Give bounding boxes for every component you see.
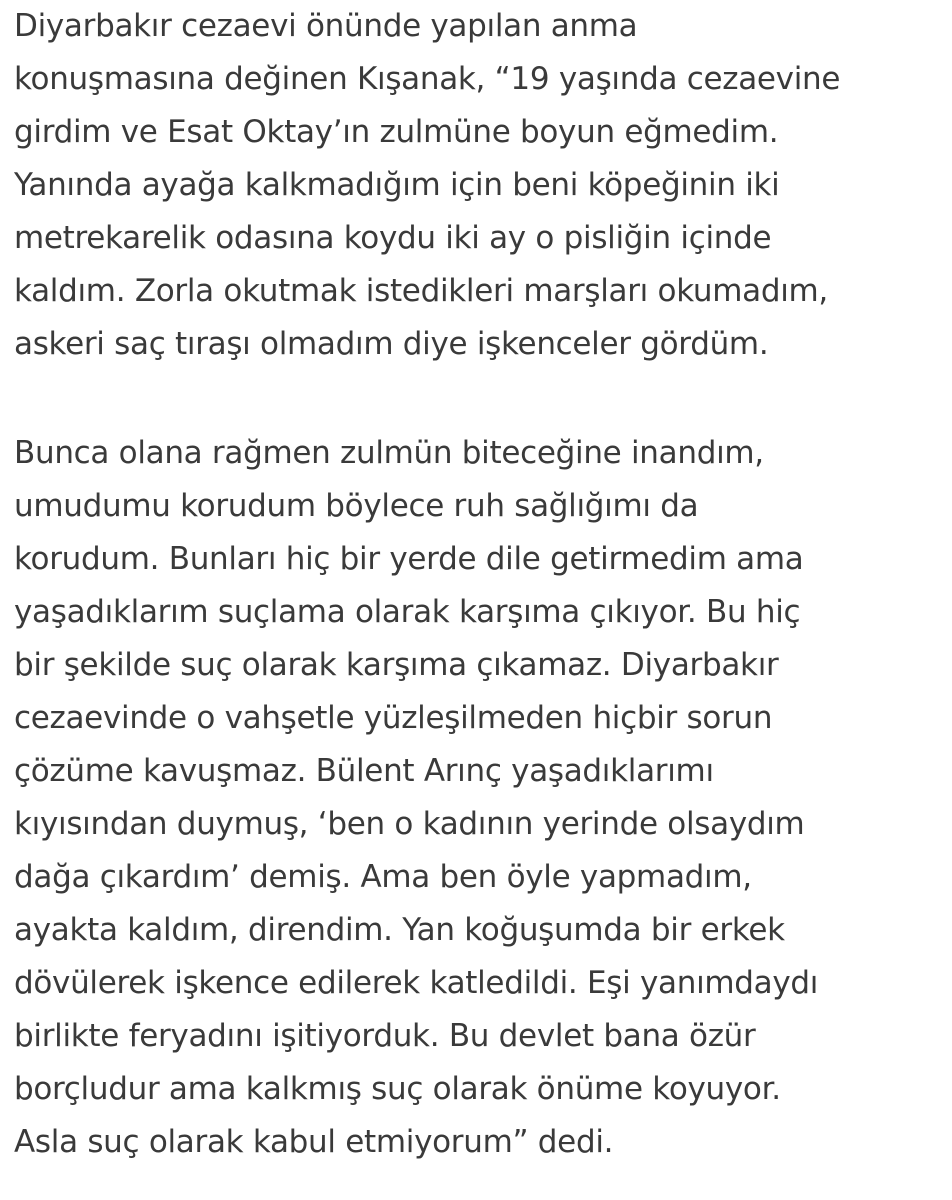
- text-line: Yanında ayağa kalkmadığım için beni köpeğinin iki: [14, 167, 780, 203]
- text-line: kıyısından duymuş, ‘ben o kadının yerinde olsaydım: [14, 806, 805, 842]
- text-line: borçludur ama kalkmış suç olarak önüme koyuyor.: [14, 1071, 781, 1107]
- text-line: birlikte feryadını işitiyorduk. Bu devlet bana özür: [14, 1018, 756, 1054]
- text-line: korudum. Bunları hiç bir yerde dile getirmedim ama: [14, 541, 804, 577]
- text-line: askeri saç tıraşı olmadım diye işkenceler gördüm.: [14, 326, 769, 362]
- text-line: dövülerek işkence edilerek katledildi. Eşi yanımdaydı: [14, 965, 819, 1001]
- paragraph-spacer: [14, 371, 944, 427]
- text-line: cezaevinde o vahşetle yüzleşilmeden hiçbir sorun: [14, 700, 773, 736]
- paragraph-1: [14, 0, 944, 371]
- text-line: bir şekilde suç olarak karşıma çıkamaz. Diyarbakır: [14, 647, 779, 683]
- text-line: umudumu korudum böylece ruh sağlığımı da: [14, 488, 699, 524]
- text-line: Diyarbakır cezaevi önünde yapılan anma: [14, 8, 638, 44]
- text-line: dağa çıkardım’ demiş. Ama ben öyle yapmadım,: [14, 859, 752, 895]
- text-line: kaldım. Zorla okutmak istedikleri marşları okumadım,: [14, 273, 828, 309]
- paragraph-2: [14, 427, 944, 1169]
- text-line: çözüme kavuşmaz. Bülent Arınç yaşadıklarımı: [14, 753, 714, 789]
- text-line: girdim ve Esat Oktay’ın zulmüne boyun eğmedim.: [14, 114, 779, 150]
- text-line: konuşmasına değinen Kışanak, “19 yaşında cezaevine: [14, 61, 841, 97]
- text-line: yaşadıklarım suçlama olarak karşıma çıkıyor. Bu hiç: [14, 594, 801, 630]
- text-line: ayakta kaldım, direndim. Yan koğuşumda bir erkek: [14, 912, 785, 948]
- text-line: metrekarelik odasına koydu iki ay o pisliğin içinde: [14, 220, 772, 256]
- article-body: [14, 0, 944, 1169]
- text-line: Bunca olana rağmen zulmün biteceğine inandım,: [14, 435, 764, 471]
- text-line: Asla suç olarak kabul etmiyorum” dedi.: [14, 1124, 614, 1160]
